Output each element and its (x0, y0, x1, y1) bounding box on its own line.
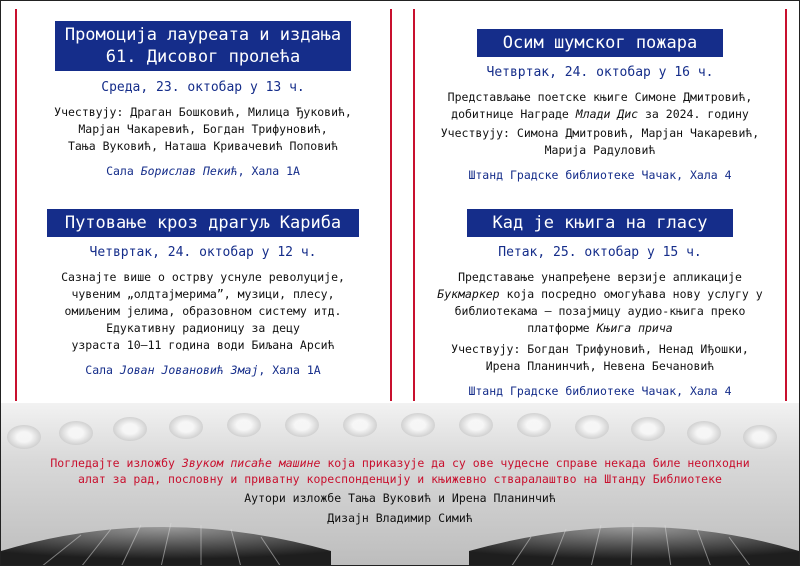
typewriter-key (687, 421, 721, 445)
event-card-book-voice (421, 209, 779, 400)
text-line: Марија Радуловић (544, 143, 656, 157)
text-line: Марјан Чакаревић, Богдан Трифуновић, (78, 122, 328, 136)
typewriter-key (343, 413, 377, 437)
red-divider-line (413, 9, 415, 401)
event-description (421, 89, 779, 159)
typewriter-key (401, 413, 435, 437)
typewriter-key (227, 413, 261, 437)
text-span: која посредно омогућава нову услугу у (499, 287, 763, 301)
red-divider-line (15, 9, 17, 401)
event-date: Четвртак, 24. октобар у 12 ч. (89, 245, 317, 260)
text-line: чувеним „олдтајмерима”, музици, плесу, (71, 287, 335, 301)
text-line: библиотекама – позајмицу аудио-књига преко (454, 304, 746, 318)
typewriter-key (285, 413, 319, 437)
exhibition-name: Звуком писаће машине (181, 456, 321, 470)
red-divider-line (785, 9, 787, 401)
text-span: која приказује да су ове чудесне справе некада биле неопходни (320, 456, 750, 470)
text-line: Ирена Планинчић, Невена Бечановић (485, 359, 715, 373)
exhibition-invite-line (1, 455, 799, 471)
text-line: Учествују: Драган Бошковић, Милица Ђуковић, (54, 105, 352, 119)
event-location: Штанд Градске библиотеке Чачак, Хала 4 (468, 168, 732, 182)
typewriter-key (517, 413, 551, 437)
event-title-banner (55, 21, 351, 71)
text-span: за 2024. годину (638, 107, 749, 121)
text-span: Погледајте изложбу (50, 456, 182, 470)
typewriter-keys-image (1, 403, 799, 463)
text-line: Учествују: Богдан Трифуновић, Ненад Иђошки, (451, 342, 749, 356)
text-line: омиљеним јелима, образовном систему итд. (64, 304, 342, 318)
location-hall-name: Јован Јовановић Змај (119, 363, 259, 377)
event-title-banner (47, 209, 359, 237)
red-divider-line (390, 9, 392, 401)
event-title: Кад је књига на гласу (492, 213, 708, 233)
text-line: Едукативну радионицу за децу (106, 321, 300, 335)
event-title: Путовање кроз драгуљ Кариба (64, 213, 342, 233)
text-line: Тања Вуковић, Наташа Кривачевић Поповић (67, 139, 339, 153)
location-suffix: , Хала 1А (237, 164, 300, 178)
text-line: Сазнајте више о острву уснуле револуције, (61, 270, 345, 284)
typewriter-key (169, 415, 203, 439)
event-date: Четвртак, 24. октобар у 16 ч. (486, 65, 714, 80)
event-location (21, 163, 385, 180)
text-span: платформе (527, 321, 597, 335)
typewriter-key (743, 425, 777, 449)
event-description (21, 104, 385, 155)
event-location: Штанд Градске библиотеке Чачак, Хала 4 (468, 384, 732, 398)
text-span: добитнице Награде (451, 107, 576, 121)
text-line: узраста 10–11 година води Биљана Арсић (71, 338, 335, 352)
event-date: Среда, 23. октобар у 13 ч. (101, 80, 305, 95)
text-line (421, 320, 779, 337)
typewriter-footer (1, 403, 799, 565)
award-name: Млади Дис (575, 107, 639, 121)
text-line (421, 106, 779, 123)
event-description (21, 269, 385, 354)
text-line: Представљање поетске књиге Симоне Дмитровић, (447, 90, 753, 104)
exhibition-invite-line: алат за рад, пословну и приватну кореспонденцију и књижевно стваралаштво на Штанду Библиотеке (78, 472, 722, 486)
exhibition-authors: Аутори изложбе Тања Вуковић и Ирена Планинчић (244, 491, 556, 505)
event-location (21, 362, 385, 379)
event-title: 61. Дисовог пролећа (105, 47, 301, 67)
event-card-forest-fire (421, 29, 779, 184)
location-prefix: Сала (106, 164, 141, 178)
text-line: Представање унапређене верзије апликације (458, 270, 742, 284)
design-credit: Дизајн Владимир Симић (327, 511, 473, 525)
location-suffix: , Хала 1А (258, 363, 321, 377)
typewriter-key (459, 413, 493, 437)
event-title: Осим шумског пожара (502, 33, 698, 53)
app-name: Букмаркер (437, 287, 500, 301)
location-hall-name: Борислав Пекић (140, 164, 238, 178)
event-card-promotion (21, 21, 385, 180)
typewriter-key (113, 417, 147, 441)
typewriter-key (59, 421, 93, 445)
event-description (421, 269, 779, 375)
text-line (421, 286, 779, 303)
text-line: Учествују: Симона Дмитровић, Марјан Чакаревић, (440, 126, 760, 140)
event-title: Промоција лауреата и издања (64, 25, 342, 45)
event-title-banner (467, 209, 734, 237)
typewriter-key (7, 425, 41, 449)
location-prefix: Сала (85, 363, 120, 377)
platform-name: Књига прича (596, 321, 673, 335)
event-date: Петак, 25. октобар у 15 ч. (498, 245, 702, 260)
typewriter-key (575, 415, 609, 439)
event-card-caribbean (21, 209, 385, 379)
event-title-banner (477, 29, 723, 57)
typewriter-key (631, 417, 665, 441)
